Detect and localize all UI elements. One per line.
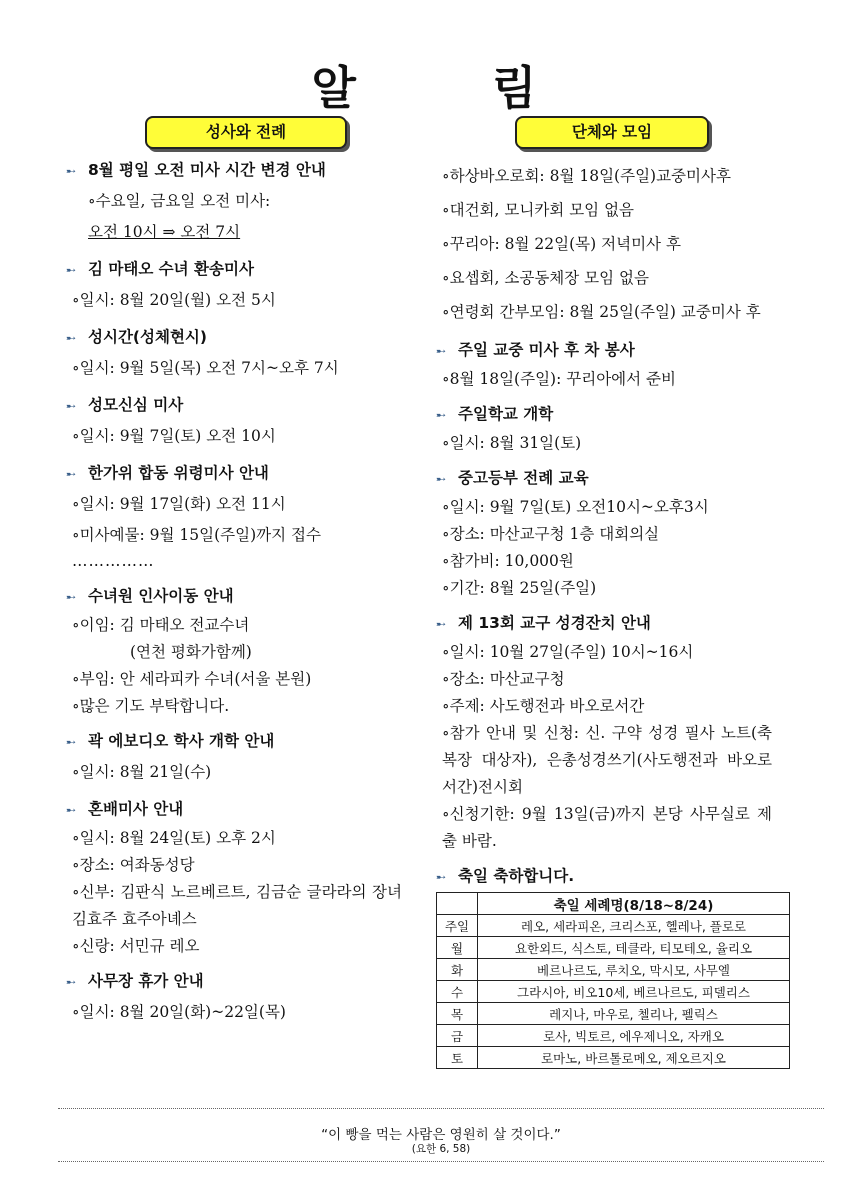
arrow-bullet-icon: ➸: [66, 590, 77, 604]
notice-line: ∘참가 안내 및 신청: 신. 구약 성경 필사 노트(축복장 대상자), 은총성경쓰기(사도행전과 바오로서간)전시회: [442, 724, 772, 796]
meeting-item: ∘대건회, 모니카회 모임 없음: [442, 201, 635, 219]
notice-line: ∘일시: 8월 24일(토) 오후 2시: [72, 829, 276, 847]
page-title: 알 림: [311, 61, 597, 115]
notice-office-holiday: ➸ 사무장 휴가 안내 ∘일시: 8월 20일(화)~22일(목): [66, 970, 426, 1028]
meetings-list: [436, 159, 788, 329]
groups-column: [436, 116, 788, 1069]
notice-farewell-mass: ➸ 김 마태오 수녀 환송미사 ∘일시: 8월 20일(월) 오전 5시: [66, 258, 426, 316]
groups-header: 단체와 모임: [515, 116, 709, 149]
table-row: [437, 1047, 790, 1069]
notice-feast-day: ➸ 축일 축하합니다. 축일 세례명(8/18~8/24) 주일 레오, 세라피온, 크리스포, 헬레나, 플로로 월 요한외드, 식스토, 테클라, 티모테오, 율리오 화 베르나르도, 루치오, 막시모, 사무엘 수 그라시아, 비오10세, 베르나르도, 피델리스 목 레지나, 마우로, 첼리나, 펠릭스 금 로사, 빅토르, 에우제니오, 자캐오 토 로마노, 바르톨로메오, 제오르지오: [436, 865, 788, 1069]
feast-day-cell: 화: [437, 959, 478, 981]
notice-line: ∘기간: 8월 25일(주일): [442, 579, 597, 597]
notice-holy-hour: ➸ 성시간(성체현시) ∘일시: 9월 5일(목) 오전 7시~오후 7시: [66, 326, 426, 384]
notice-convent-transfer: ➸ 수녀원 인사이동 안내 ∘이임: 김 마태오 전교수녀 (연천 평화가함께) ∘부임: 안 세라피카 수녀(서울 본원) ∘많은 기도 부탁합니다.: [66, 585, 426, 720]
arrow-bullet-icon: ➸: [436, 344, 447, 358]
arrow-bullet-icon: ➸: [66, 975, 77, 989]
arrow-bullet-icon: ➸: [66, 263, 77, 277]
arrow-bullet-icon: ➸: [66, 467, 77, 481]
notice-line: ∘신청기한: 9월 13일(금)까지 본당 사무실로 제출 바람.: [442, 805, 772, 850]
meeting-item: ∘꾸리아: 8월 22일(목) 저녁미사 후: [442, 235, 681, 253]
arrow-bullet-icon: ➸: [436, 408, 447, 422]
feast-day-cell: 수: [437, 981, 478, 1003]
notice-line: ∘수요일, 금요일 오전 미사:: [88, 192, 271, 210]
notice-line: ∘일시: 8월 20일(화)~22일(목): [72, 1003, 286, 1021]
feast-day-cell: 주일: [437, 915, 478, 937]
arrow-bullet-icon: ➸: [66, 399, 77, 413]
dotted-leader: ……………: [72, 552, 155, 570]
arrow-bullet-icon: ➸: [66, 164, 77, 178]
table-row: [437, 1025, 790, 1047]
feast-names-cell: 베르나르도, 루치오, 막시모, 사무엘: [478, 959, 790, 981]
scripture-reference: (요한 6, 58): [411, 1143, 471, 1155]
notice-line: ∘일시: 9월 5일(목) 오전 7시~오후 7시: [72, 359, 339, 377]
notice-line: ∘미사예물: 9월 15일(주일)까지 접수: [72, 526, 321, 544]
feast-names-cell: 로사, 빅토르, 에우제니오, 자캐오: [478, 1025, 790, 1047]
notice-line: 오전 10시 ⇒ 오전 7시: [88, 223, 241, 241]
table-row: [437, 1003, 790, 1025]
notice-line: ∘일시: 8월 20일(월) 오전 5시: [72, 291, 276, 309]
feast-table: [436, 892, 790, 1069]
notice-line: ∘신랑: 서민규 레오: [72, 937, 200, 955]
notice-wedding: ➸ 혼배미사 안내 ∘일시: 8월 24일(토) 오후 2시 ∘장소: 여좌동성당 ∘신부: 김판식 노르베르트, 김금순 글라라의 장녀 김효주 효주아녜스 ∘신랑: 서민규 레오: [66, 798, 426, 960]
arrow-bullet-icon: ➸: [66, 803, 77, 817]
notice-line: ∘일시: 9월 7일(토) 오전 10시: [72, 427, 276, 445]
arrow-bullet-icon: ➸: [436, 870, 447, 884]
notice-seminarian: ➸ 곽 에보디오 학사 개학 안내 ∘일시: 8월 21일(수): [66, 730, 426, 788]
liturgy-header: 성사와 전례: [145, 116, 347, 149]
notice-line: ∘장소: 마산교구청: [442, 670, 565, 688]
notice-line: ∘장소: 여좌동성당: [72, 856, 195, 874]
feast-day-cell: 목: [437, 1003, 478, 1025]
notice-line: ∘부임: 안 세라피카 수녀(서울 본원): [72, 670, 312, 688]
feast-table-title: 축일 세례명(8/18~8/24): [478, 893, 790, 915]
notice-line: ∘일시: 8월 21일(수): [72, 763, 212, 781]
table-row: [437, 937, 790, 959]
feast-day-cell: 토: [437, 1047, 478, 1069]
notice-line: ∘주제: 사도행전과 바오로서간: [442, 697, 645, 715]
notice-weekday-mass: ➸ 8월 평일 오전 미사 시간 변경 안내 ∘수요일, 금요일 오전 미사: 오전 10시 ⇒ 오전 7시: [66, 159, 426, 248]
notice-line: ∘많은 기도 부탁합니다.: [72, 697, 230, 715]
notice-line: ∘이임: 김 마태오 전교수녀: [72, 616, 250, 634]
meeting-item: ∘요셉회, 소공동체장 모임 없음: [442, 269, 649, 287]
notice-youth-liturgy: ➸ 중고등부 전례 교육 ∘일시: 9월 7일(토) 오전10시~오후3시 ∘장소: 마산교구청 1층 대회의실 ∘참가비: 10,000원 ∘기간: 8월 25일(주일): [436, 467, 788, 602]
notice-line: ∘일시: 9월 7일(토) 오전10시~오후3시: [442, 498, 709, 516]
feast-names-cell: 그라시아, 비오10세, 베르나르도, 피델리스: [478, 981, 790, 1003]
arrow-bullet-icon: ➸: [66, 735, 77, 749]
feast-table-header: [437, 893, 790, 915]
feast-names-cell: 요한외드, 식스토, 테클라, 티모테오, 율리오: [478, 937, 790, 959]
arrow-bullet-icon: ➸: [66, 331, 77, 345]
notice-line: (연천 평화가함께): [130, 643, 252, 661]
table-row: [437, 915, 790, 937]
notice-sunday-school: ➸ 주일학교 개학 ∘일시: 8월 31일(토): [436, 403, 788, 457]
feast-names-cell: 레오, 세라피온, 크리스포, 헬레나, 플로로: [478, 915, 790, 937]
feast-names-cell: 레지나, 마우로, 첼리나, 펠릭스: [478, 1003, 790, 1025]
meeting-item: ∘연령회 간부모임: 8월 25일(주일) 교중미사 후: [442, 303, 761, 321]
notice-memorial-mass: ➸ 한가위 합동 위령미사 안내 ∘일시: 9월 17일(화) 오전 11시 ∘미사예물: 9월 15일(주일)까지 접수 ……………: [66, 462, 426, 571]
arrow-bullet-icon: ➸: [436, 472, 447, 486]
table-row: [437, 981, 790, 1003]
notice-marian-mass: ➸ 성모신심 미사 ∘일시: 9월 7일(토) 오전 10시: [66, 394, 426, 452]
meeting-item: ∘하상바오로회: 8월 18일(주일)교중미사후: [442, 167, 731, 185]
notice-line: ∘일시: 10월 27일(주일) 10시~16시: [442, 643, 694, 661]
notice-line: ∘8월 18일(주일): 꾸리아에서 준비: [442, 370, 676, 388]
feast-names-cell: 로마노, 바르톨로메오, 제오르지오: [478, 1047, 790, 1069]
notice-line: ∘신부: 김판식 노르베르트, 김금순 글라라의 장녀 김효주 효주아녜스: [72, 883, 402, 928]
notice-line: ∘일시: 9월 17일(화) 오전 11시: [72, 495, 286, 513]
notice-line: ∘장소: 마산교구청 1층 대회의실: [442, 525, 660, 543]
notice-line: ∘일시: 8월 31일(토): [442, 434, 582, 452]
scripture-quote: “이 빵을 먹는 사람은 영원히 살 것이다.”: [321, 1127, 561, 1143]
arrow-bullet-icon: ➸: [436, 617, 447, 631]
notice-line: ∘참가비: 10,000원: [442, 552, 574, 570]
scripture-footer: [58, 1108, 824, 1162]
feast-day-cell: 월: [437, 937, 478, 959]
notice-bible-festival: ➸ 제 13회 교구 성경잔치 안내 ∘일시: 10월 27일(주일) 10시~16시 ∘장소: 마산교구청 ∘주제: 사도행전과 바오로서간 ∘참가 안내 및 신청: 신. 구약 성경 필사 노트(축복장 대상자), 은총성경쓰기(사도행전과 바오로서간)전시회 ∘신청기한: 9월 13일(금)까지 본당 사무실로 제출 바람.: [436, 612, 788, 855]
liturgy-column: [66, 116, 426, 1028]
feast-day-cell: 금: [437, 1025, 478, 1047]
notice-tea-service: ➸ 주일 교중 미사 후 차 봉사 ∘8월 18일(주일): 꾸리아에서 준비: [436, 339, 788, 393]
table-row: [437, 959, 790, 981]
